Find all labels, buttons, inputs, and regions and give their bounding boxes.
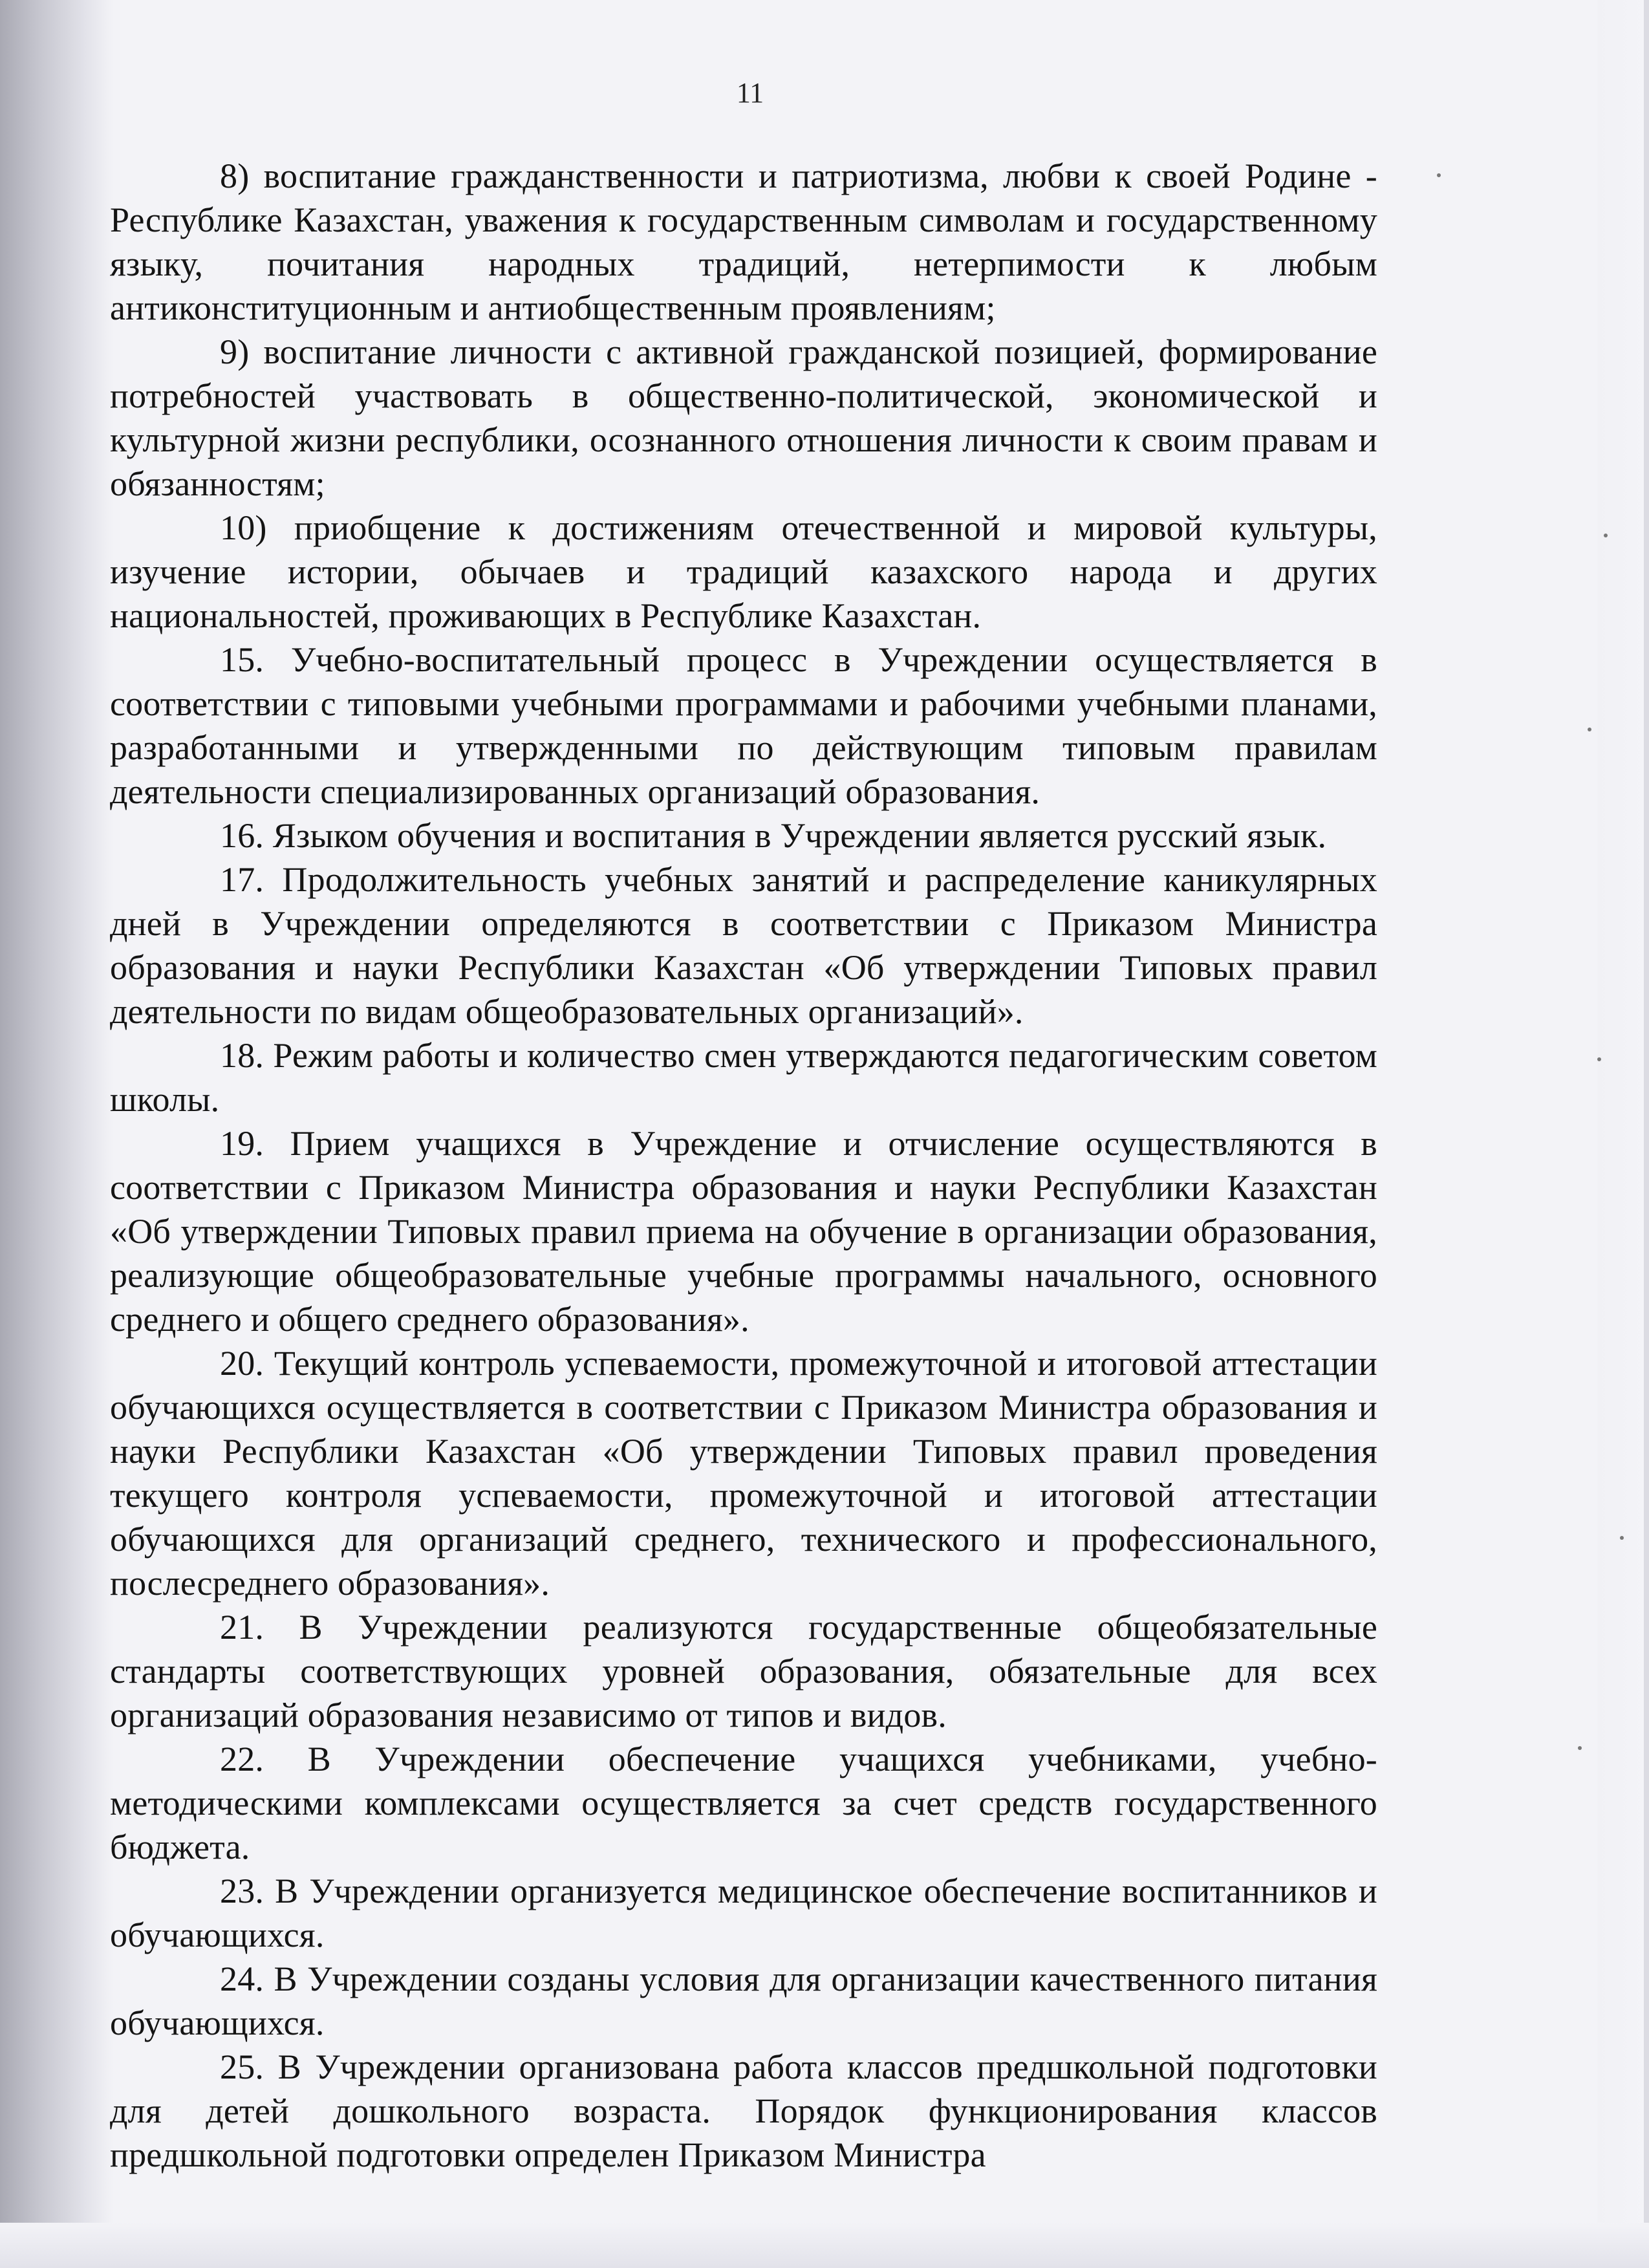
dust-speck (1604, 534, 1608, 537)
binding-shadow (0, 0, 113, 2268)
paragraph: 10) приобщение к достижениям отечественной и мировой культуры, изучение истории, обычаев и традиций казахского народа и других национальностей, проживающих в Республике Казахстан. (110, 508, 1377, 635)
paragraph: 20. Текущий контроль успеваемости, промежуточной и итоговой аттестации обучающихся осуществляется в соответствии с Приказом Министра образования и науки Республики Казахстан «Об утверждении Типовых правил проведения текущего контроля успеваемости, промежуточной и итоговой аттестации обучающихся для организаций среднего, технического и профессионального, послесреднего образования». (110, 1344, 1377, 1603)
paragraph: 15. Учебно-воспитательный процесс в Учреждении осуществляется в соответствии с типовыми учебными программами и рабочими учебными планами, разработанными и утвержденными по действующим типовым правилам деятельности специализированных организаций образования. (110, 640, 1377, 811)
paragraph: 25. В Учреждении организована работа классов предшкольной подготовки для детей дошкольного возраста. Порядок функционирования классов предшкольной подготовки определен Приказом Министра (110, 2047, 1377, 2174)
dust-speck (1588, 728, 1591, 731)
paragraph: 19. Прием учащихся в Учреждение и отчисление осуществляются в соответствии с Приказом Министра образования и науки Республики Казахстан «Об утверждении Типовых правил приема на обучение в организации образования, реализующие общеобразовательные учебные программы начального, основного среднего и общего среднего образования». (110, 1124, 1377, 1339)
paragraph: 18. Режим работы и количество смен утверждаются педагогическим советом школы. (110, 1036, 1377, 1119)
paragraph: 24. В Учреждении созданы условия для организации качественного питания обучающихся. (110, 1960, 1377, 2042)
dust-speck (1597, 1057, 1601, 1061)
paragraph: 23. В Учреждении организуется медицинское обеспечение воспитанников и обучающихся. (110, 1872, 1377, 1954)
paragraph: 22. В Учреждении обеспечение учащихся учебниками, учебно-методическими комплексами осуществляется за счет средств государственного бюджета. (110, 1740, 1377, 1866)
page-edge-bottom (0, 2223, 1649, 2268)
paragraph: 17. Продолжительность учебных занятий и распределение каникулярных дней в Учреждении определяются в соответствии с Приказом Министра образования и науки Республики Казахстан «Об утверждении Типовых правил деятельности по видам общеобразовательных организаций». (110, 860, 1377, 1031)
dust-speck (1620, 1536, 1624, 1540)
dust-speck (1578, 1746, 1582, 1750)
page-edge-line (1644, 0, 1649, 2268)
document-body (110, 154, 1377, 2177)
page-edge-right (1597, 0, 1649, 2268)
page-number: 11 (736, 77, 764, 109)
paragraph: 21. В Учреждении реализуются государственные общеобязательные стандарты соответствующих уровней образования, обязательные для всех организаций образования независимо от типов и видов. (110, 1608, 1377, 1734)
paragraph: 9) воспитание личности с активной гражданской позицией, формирование потребностей участвовать в общественно-политической, экономической и культурной жизни республики, осознанного отношения личности к своим правам и обязанностям; (110, 332, 1377, 503)
dust-speck (1437, 173, 1441, 177)
paragraph: 16. Языком обучения и воспитания в Учреждении является русский язык. (220, 816, 1327, 855)
paragraph: 8) воспитание гражданственности и патриотизма, любви к своей Родине - Республике Казахстан, уважения к государственным символам и государственному языку, почитания народных традиций, нетерпимости к любым антиконституционным и антиобщественным проявлениям; (110, 157, 1377, 327)
